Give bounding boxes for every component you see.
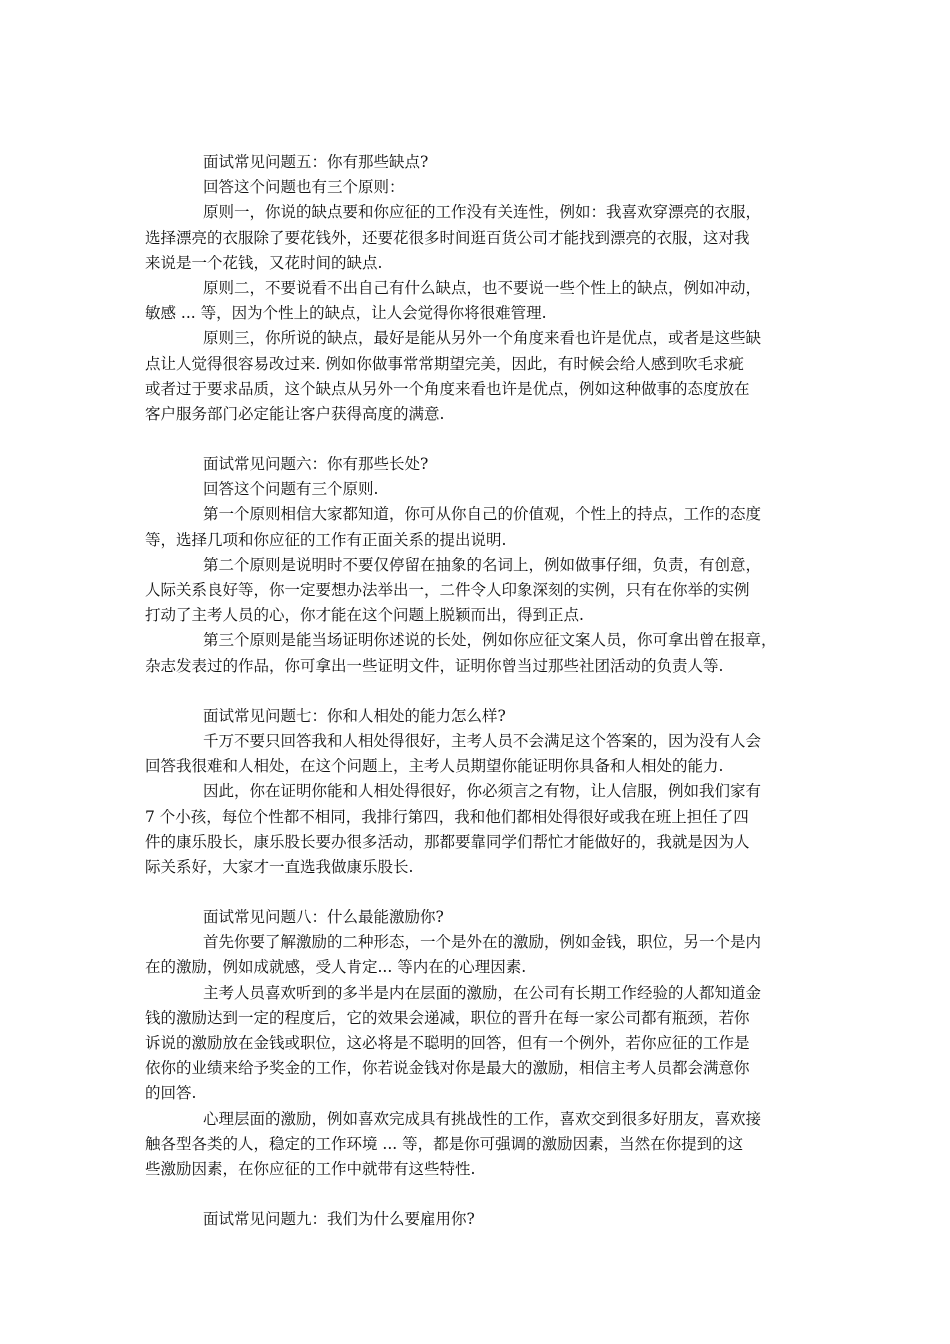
section-heading: 面试常见问题六：你有那些长处? xyxy=(203,455,429,474)
paragraph-line: 际关系好，大家才一直选我做康乐股长. xyxy=(145,857,414,876)
paragraph-line: 触各型各类的人，稳定的工作环境 ... 等，都是你可强调的激励因素，当然在你提到的这 xyxy=(145,1134,744,1153)
paragraph-line: 打动了主考人员的心，你才能在这个问题上脱颖而出，得到正点. xyxy=(145,606,584,625)
paragraph-line: 的回答. xyxy=(145,1084,197,1103)
section xyxy=(145,150,813,427)
paragraph-line: 原则一，你说的缺点要和你应征的工作没有关连性，例如：我喜欢穿漂亮的衣服， xyxy=(203,203,762,222)
document-body xyxy=(145,150,813,1232)
paragraph-line: 回答这个问题也有三个原则： xyxy=(203,178,405,197)
section xyxy=(145,704,813,880)
section xyxy=(145,1207,813,1232)
paragraph-line: 诉说的激励放在金钱或职位，这必将是不聪明的回答，但有一个例外，若你应征的工作是 xyxy=(145,1034,750,1052)
paragraph-line: 点让人觉得很容易改过来. 例如你做事常常期望完美，因此，有时候会给人感到吹毛求疵 xyxy=(145,354,744,373)
paragraph-line: 依你的业绩来给予奖金的工作，你若说金钱对你是最大的激励，相信主考人员都会满意你 xyxy=(145,1059,750,1078)
section xyxy=(145,905,813,1182)
paragraph-line: 敏感 ... 等，因为个性上的缺点，让人会觉得你将很难管理. xyxy=(145,304,547,323)
paragraph-line: 来说是一个花钱，又花时间的缺点. xyxy=(145,253,383,272)
paragraph-line: 主考人员喜欢听到的多半是内在层面的激励，在公司有长期工作经验的人都知道金 xyxy=(203,983,762,1002)
paragraph-line: 在的激励，例如成就感，受人肯定... 等内在的心理因素. xyxy=(145,958,527,977)
paragraph-line: 7 个小孩，每位个性都不相同，我排行第四，我和他们都相处得很好或我在班上担任了四 xyxy=(145,807,749,826)
section-heading: 面试常见问题七：你和人相处的能力怎么样? xyxy=(203,706,506,725)
paragraph-line: 回答这个问题有三个原则. xyxy=(203,480,379,499)
paragraph-line: 些激励因素，在你应征的工作中就带有这些特性. xyxy=(145,1159,476,1178)
paragraph-line: 选择漂亮的衣服除了要花钱外，还要花很多时间逛百货公司才能找到漂亮的衣服，这对我 xyxy=(145,228,750,247)
paragraph-line: 客户服务部门必定能让客户获得高度的满意. xyxy=(145,404,445,423)
paragraph-line: 因此，你在证明你能和人相处得很好，你必须言之有物，让人信服，例如我们家有 xyxy=(203,782,762,801)
section-heading: 面试常见问题八：什么最能激励你? xyxy=(203,908,444,927)
paragraph-line: 等，选择几项和你应征的工作有正面关系的提出说明. xyxy=(145,530,507,549)
paragraph-line: 第二个原则是说明时不要仅停留在抽象的名词上，例如做事仔细，负责，有创意， xyxy=(203,555,762,574)
paragraph-line: 钱的激励达到一定的程度后，它的效果会递减，职位的晋升在每一家公司都有瓶颈，若你 xyxy=(145,1008,750,1027)
paragraph-line: 心理层面的激励，例如喜欢完成具有挑战性的工作，喜欢交到很多好朋友，喜欢接 xyxy=(203,1109,762,1128)
paragraph-line: 杂志发表过的作品，你可拿出一些证明文件，证明你曾当过那些社团活动的负责人等. xyxy=(145,656,724,675)
paragraph-line: 或者过于要求品质，这个缺点从另外一个角度来看也许是优点，例如这种做事的态度放在 xyxy=(145,379,750,398)
paragraph-line: 原则三，你所说的缺点，最好是能从另外一个角度来看也许是优点，或者是这些缺 xyxy=(203,329,762,348)
paragraph-line: 首先你要了解激励的二种形态，一个是外在的激励，例如金钱，职位，另一个是内 xyxy=(203,933,762,952)
section-heading: 面试常见问题五：你有那些缺点? xyxy=(203,153,429,171)
paragraph-line: 人际关系良好等，你一定要想办法举出一，二件令人印象深刻的实例，只有在你举的实例 xyxy=(145,581,750,599)
paragraph-line: 原则二，不要说看不出自己有什么缺点，也不要说一些个性上的缺点，例如冲动， xyxy=(203,278,762,297)
section-heading: 面试常见问题九：我们为什么要雇用你? xyxy=(203,1210,475,1229)
paragraph-line: 件的康乐股长，康乐股长要办很多活动，那都要靠同学们帮忙才能做好的，我就是因为人 xyxy=(145,832,750,851)
paragraph-line: 第三个原则是能当场证明你述说的长处，例如你应征文案人员，你可拿出曾在报章， xyxy=(203,631,777,650)
section xyxy=(145,452,813,679)
paragraph-line: 第一个原则相信大家都知道，你可从你自己的价值观，个性上的持点，工作的态度 xyxy=(203,505,762,524)
paragraph-line: 回答我很难和人相处，在这个问题上，主考人员期望你能证明你具备和人相处的能力. xyxy=(145,757,724,776)
paragraph-line: 千万不要只回答我和人相处得很好，主考人员不会满足这个答案的，因为没有人会 xyxy=(203,731,762,750)
